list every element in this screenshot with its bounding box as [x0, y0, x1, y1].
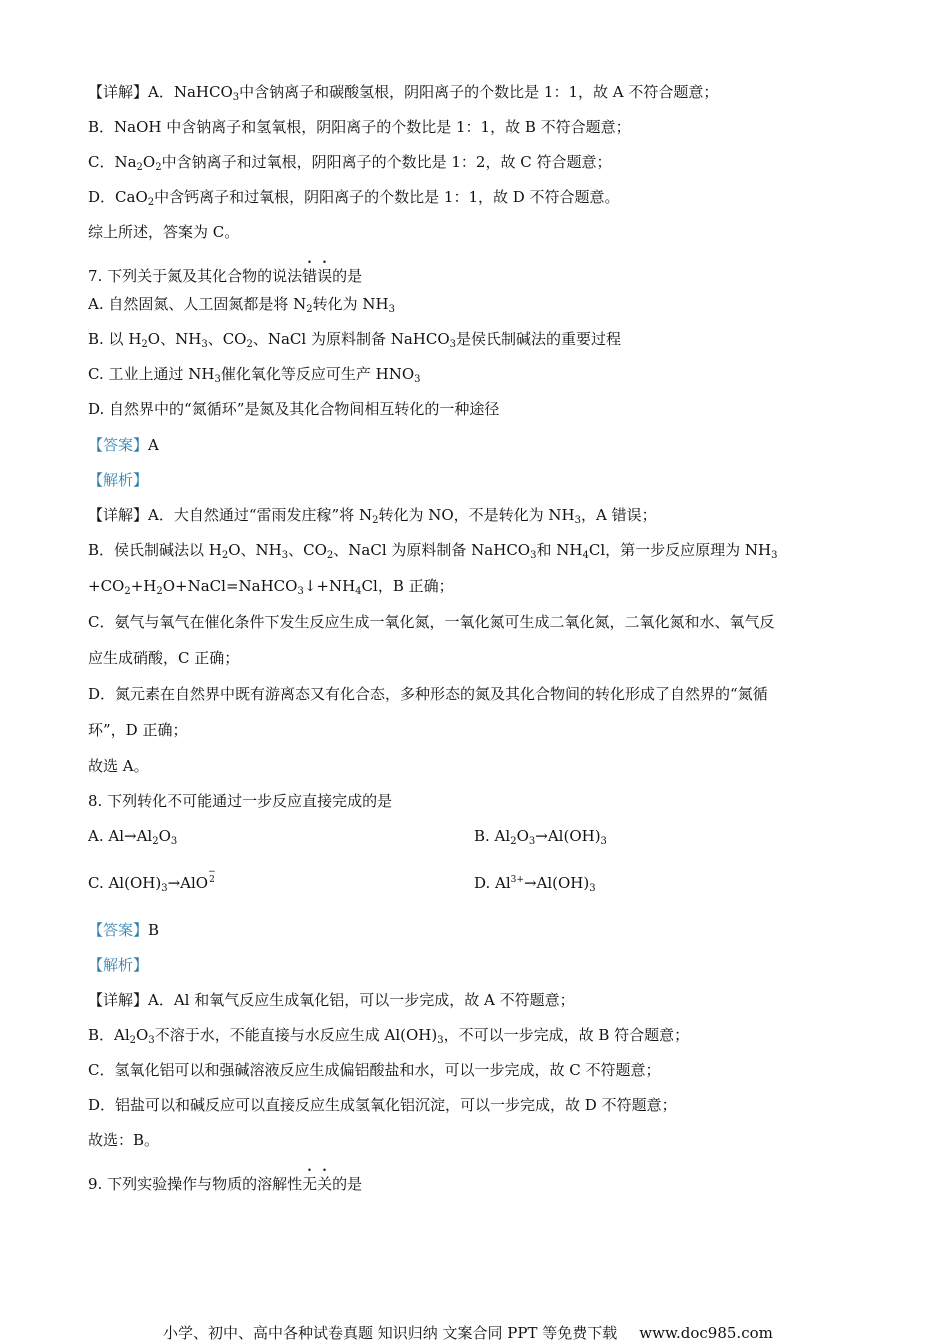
q8-stem: 8. 下列转化不可能通过一步反应直接完成的是: [88, 792, 393, 810]
footer-text: 小学、初中、高中各种试卷真题 知识归纳 文案合同 PPT 等免费下载: [163, 1324, 618, 1342]
q7-detail-d-1: D．氮元素在自然界中既有游离态又有化合态，多种形态的氮及其化合物间的转化形成了自然界的“氮循: [88, 685, 768, 703]
q8-answer: 【答案】B: [88, 921, 160, 939]
q6-detail-c: C．$Na_2O_2$中含钠离子和过氧根，阴阳离子的个数比是 1：2，故 C 符合题意；: [88, 153, 612, 173]
q7-option-d: D. 自然界中的“氮循环”是氮及其化合物间相互转化的一种途径: [88, 400, 500, 418]
q8-detail-a: 【详解】A．Al 和氧气反应生成氧化铝，可以一步完成，故 A 不符题意；: [88, 991, 575, 1009]
q7-analysis-tag: 【解析】: [88, 471, 149, 489]
q6-detail-d: D．CaO$_2$中含钙离子和过氧根，阴阳离子的个数比是 1：1，故 D 不符合题意。: [88, 188, 620, 208]
q7-stem: 7. 下列关于氮及其化合物的说法错误的是: [88, 267, 363, 285]
q7-conclusion: 故选 A。: [88, 757, 149, 775]
q8-conclusion: 故选：B。: [88, 1131, 160, 1149]
q8-option-a: A. $Al\to Al_2O_3$: [88, 827, 178, 847]
q6-detail-a: 【详解】A．NaHCO$_3$中含钠离子和碳酸氢根，阴阳离子的个数比是 1：1，故 A 不符合题意；: [88, 83, 719, 103]
q8-detail-c: C．氢氧化铝可以和强碱溶液反应生成偏铝酸盐和水，可以一步完成，故 C 不符题意；: [88, 1061, 661, 1079]
q7-detail-b: B．侯氏制碱法以 $H_2O$、$NH_3$、$CO_2$、NaCl 为原料制备 NaHCO$_3$和 $NH_4Cl$，第一步反应原理为 $NH_3$: [88, 541, 778, 561]
footer-url[interactable]: www.doc985.com: [639, 1324, 773, 1342]
answer-tag: 【答案】: [88, 436, 149, 454]
q9-stem: 9. 下列实验操作与物质的溶解性无关的是: [88, 1175, 363, 1193]
q7-option-c: C. 工业上通过 $NH_3$催化氧化等反应可生产 $HNO_3$: [88, 365, 421, 385]
q7-detail-d-2: 环”，D 正确；: [88, 721, 188, 739]
q7-answer: 【答案】A: [88, 436, 159, 454]
page-footer: [163, 1323, 773, 1343]
q7-detail-c-1: C．氨气与氧气在催化条件下发生反应生成一氧化氮，一氧化氮可生成二氧化氮，二氧化氮和水、氧气反: [88, 613, 775, 631]
q8-analysis-tag: 【解析】: [88, 956, 149, 974]
q8-option-c: C. $Al(OH)_3\to AlO$ − 2: [88, 867, 216, 894]
q7-detail-a: 【详解】A．大自然通过“雷雨发庄稼”将 $N_2$转化为 NO，不是转化为 $NH_3$，A 错误；: [88, 506, 657, 526]
q7-option-a: A. 自然固氮、人工固氮都是将 $N_2$转化为 $NH_3$: [88, 295, 395, 315]
q7-detail-b-equation: $+CO_2+H_2O+NaCl=NaHCO_3↓+NH_4Cl$，B 正确；: [88, 577, 454, 597]
q6-detail-b: B．NaOH 中含钠离子和氢氧根，阴阳离子的个数比是 1：1，故 B 不符合题意；: [88, 118, 631, 136]
q7-option-b: B. 以 $H_2O$、$NH_3$、$CO_2$、NaCl 为原料制备 NaHCO$_3$是侯氏制碱法的重要过程: [88, 330, 622, 350]
q8-option-d: D. $Al^{3+}\to Al(OH)_3$: [474, 874, 596, 894]
q8-option-b: B. $Al_2O_3\to Al(OH)_3$: [474, 827, 607, 847]
q8-detail-b: B．$Al_2O_3$不溶于水，不能直接与水反应生成 $Al(OH)_3$，不可以一步完成，故 B 符合题意；: [88, 1026, 690, 1046]
q8-detail-d: D．铝盐可以和碱反应可以直接反应生成氢氧化铝沉淀，可以一步完成，故 D 不符题意；: [88, 1096, 677, 1114]
q7-detail-c-2: 应生成硝酸，C 正确；: [88, 649, 240, 667]
q6-summary: 综上所述，答案为 C。: [88, 223, 240, 241]
